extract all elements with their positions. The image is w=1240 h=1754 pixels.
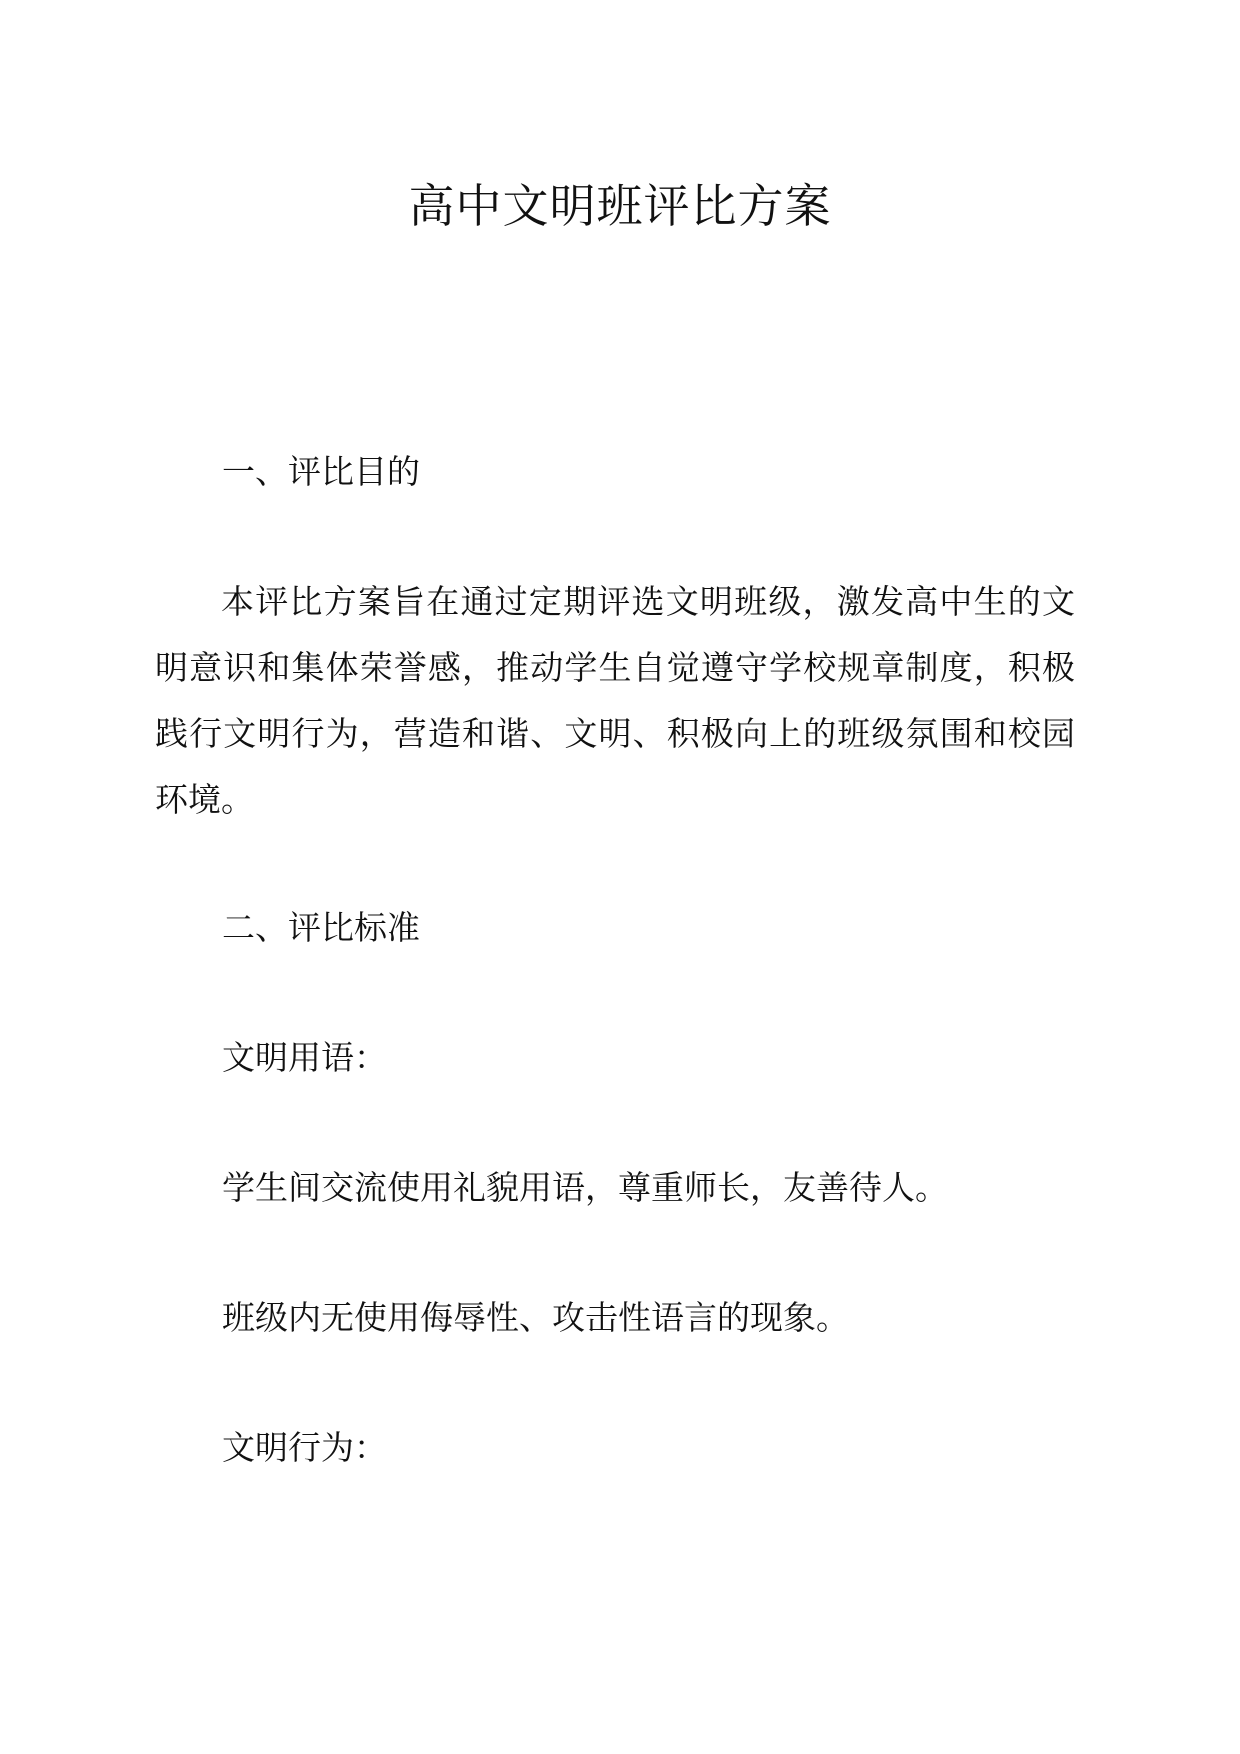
criteria-item-text: 学生间交流使用礼貌用语，尊重师长，友善待人。 <box>222 1168 948 1207</box>
document-title: 高中文明班评比方案 <box>408 179 832 233</box>
purpose-paragraph: 本评比方案旨在通过定期评选文明班级，激发高中生的文明意识和集体荣誉感，推动学生自觉遵守学校规章制度，积极践行文明行为，营造和谐、文明、积极向上的班级氛围和校园环境。 <box>155 582 1075 819</box>
criteria-item-label-behavior: 文明行为： <box>222 1428 387 1467</box>
section-heading-purpose: 一、评比目的 <box>222 452 420 491</box>
criteria-item-text: 班级内无使用侮辱性、攻击性语言的现象。 <box>222 1298 849 1337</box>
section-heading-criteria: 二、评比标准 <box>222 908 420 947</box>
criteria-item-label-language: 文明用语： <box>222 1038 387 1077</box>
